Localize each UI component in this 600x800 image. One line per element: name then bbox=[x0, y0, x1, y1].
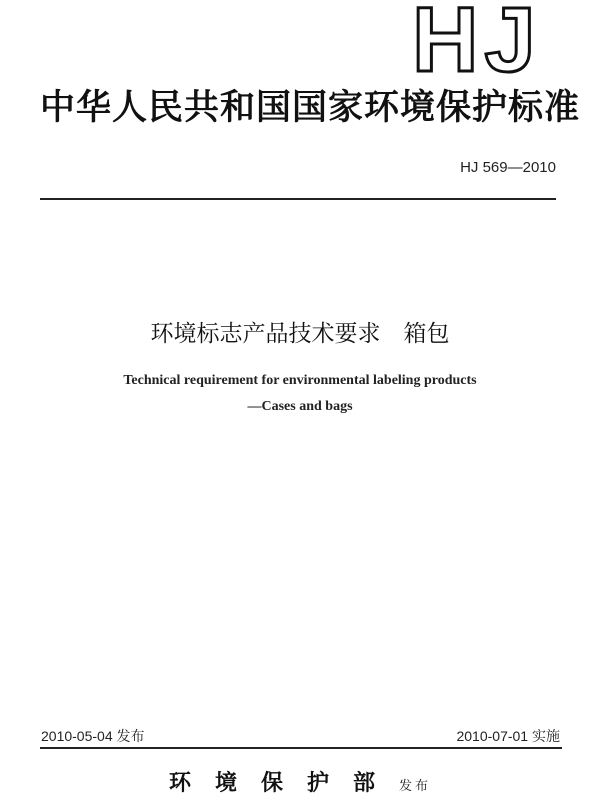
standard-number: HJ 569—2010 bbox=[460, 159, 556, 176]
document-title-chinese: 环境标志产品技术要求 箱包 bbox=[150, 321, 450, 347]
footer-divider bbox=[40, 747, 562, 749]
document-title-english-line1: Technical requirement for environmental labeling products bbox=[123, 373, 477, 388]
issuer-suffix: 发布 bbox=[399, 779, 432, 794]
document-title-english-line2: —Cases and bags bbox=[247, 399, 353, 414]
header-divider bbox=[40, 198, 556, 200]
hj-logo: HJ bbox=[412, 2, 542, 78]
issue-date: 2010-05-04 发布 bbox=[41, 728, 145, 744]
standard-category-heading: 中华人民共和国国家环境保护标准 bbox=[40, 88, 581, 128]
effective-date: 2010-07-01 实施 bbox=[456, 728, 560, 744]
issuer-name: 环境保护部 bbox=[168, 770, 399, 796]
